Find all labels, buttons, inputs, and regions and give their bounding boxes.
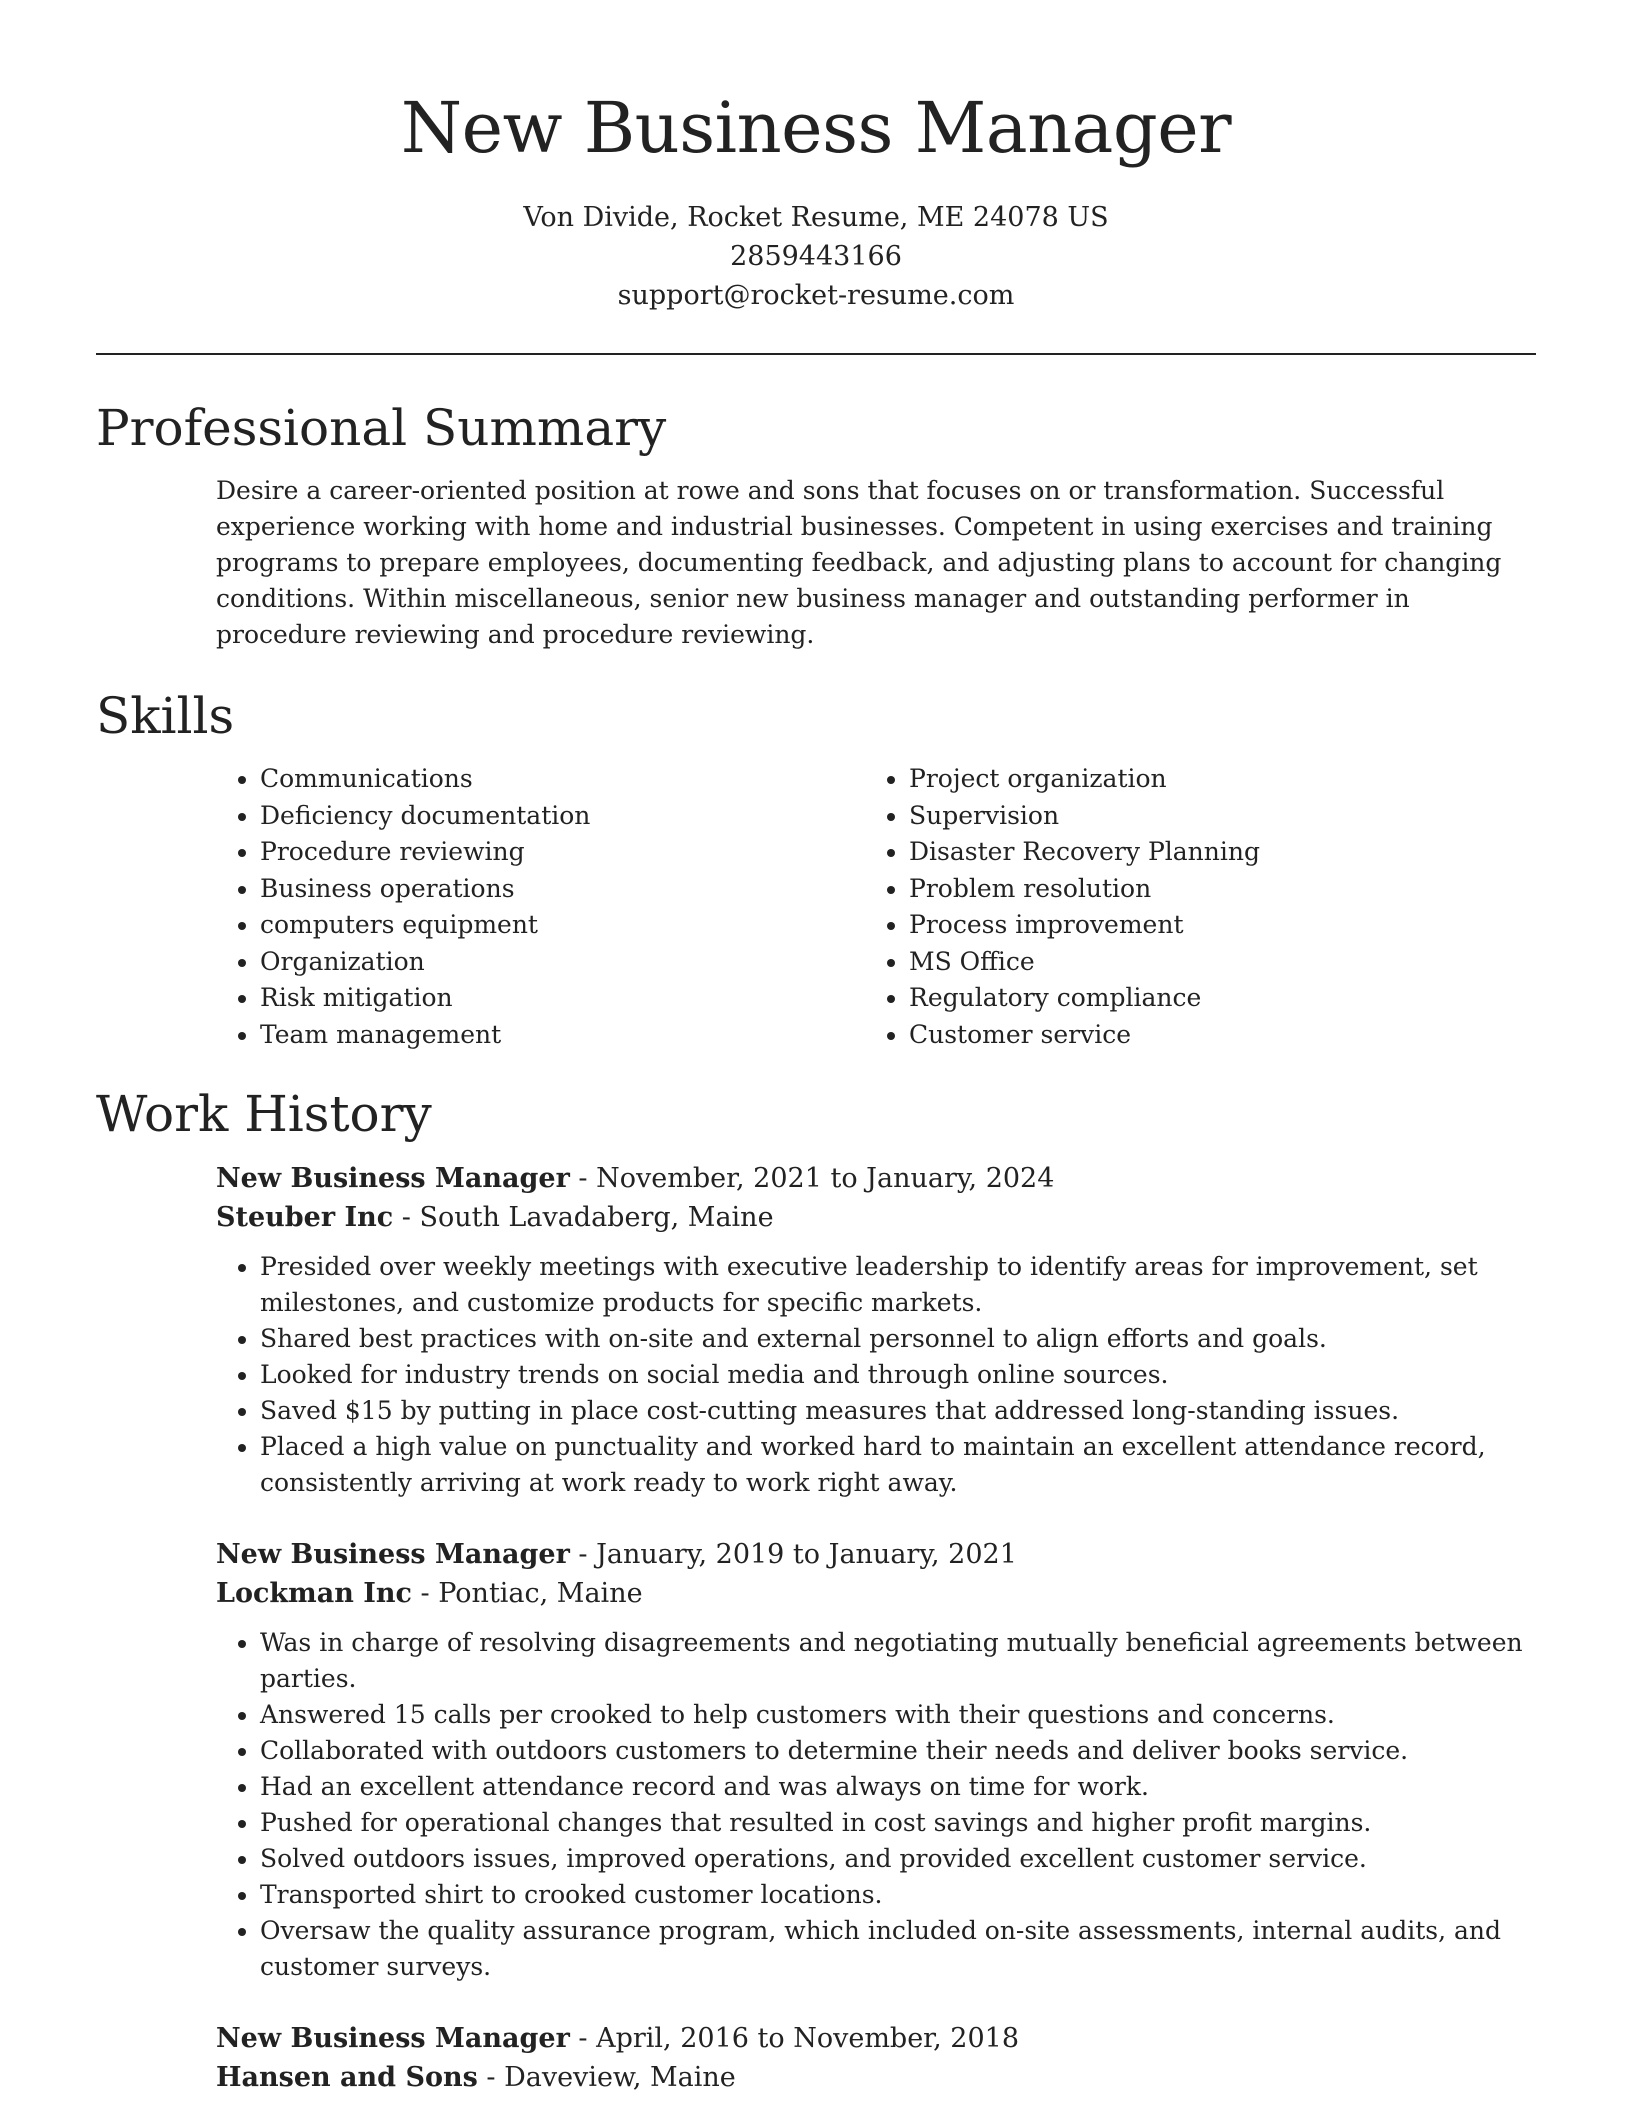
job-company-line xyxy=(216,1198,1536,1237)
skills-heading: Skills xyxy=(96,687,235,745)
skills-column-left xyxy=(216,761,865,1053)
job-role: New Business Manager xyxy=(216,1163,570,1194)
skill-item: • Project organization xyxy=(909,761,1514,798)
skill-item: • Communications xyxy=(260,761,865,798)
job-bullet: • Answered 15 calls per crooked to help customers with their questions and concerns. xyxy=(260,1697,1536,1733)
job-bullet: • Looked for industry trends on social media and through online sources. xyxy=(260,1357,1536,1393)
job-dates: - November, 2021 to January, 2024 xyxy=(569,1163,1055,1194)
job-dates: - April, 2016 to November, 2018 xyxy=(569,2023,1020,2054)
skill-item: • Procedure reviewing xyxy=(260,834,865,871)
job-bullets xyxy=(216,1249,1536,1501)
candidate-name: New Business Manager xyxy=(400,87,1232,169)
job-bullet: • Pushed for operational changes that resulted in cost savings and higher profit margins. xyxy=(260,1805,1536,1841)
job-bullet: • Solved outdoors issues, improved operations, and provided excellent customer service. xyxy=(260,1841,1536,1877)
contact-phone: 2859443166 xyxy=(730,241,902,272)
job-role: New Business Manager xyxy=(216,1539,570,1570)
job-bullet: • Shared best practices with on-site and external personnel to align efforts and goals. xyxy=(260,1321,1536,1357)
skill-item: • Problem resolution xyxy=(909,871,1514,908)
job-company: Hansen and Sons xyxy=(216,2062,478,2093)
contact-block xyxy=(96,198,1536,315)
job-title-line xyxy=(216,2019,1536,2058)
job-company-line xyxy=(216,1574,1536,1613)
work-history-heading: Work History xyxy=(96,1085,432,1143)
skill-item: • Deficiency documentation xyxy=(260,798,865,835)
skill-item: • Organization xyxy=(260,944,865,981)
job-location: - Daveview, Maine xyxy=(477,2062,736,2093)
job-bullet: • Oversaw the quality assurance program, which included on-site assessments, internal audits, and customer surveys. xyxy=(260,1913,1536,1985)
job-bullet: • Placed a high value on punctuality and worked hard to maintain an excellent attendance record, consistently arriving at work ready to work right away. xyxy=(260,1429,1536,1501)
header-divider xyxy=(96,353,1536,355)
job-company: Lockman Inc xyxy=(216,1578,412,1609)
summary-heading: Professional Summary xyxy=(96,399,667,457)
job-bullet: • Was in charge of resolving disagreements and negotiating mutually beneficial agreements between parties. xyxy=(260,1625,1536,1697)
job-bullet: • Collaborated with outdoors customers to determine their needs and deliver books service. xyxy=(260,1733,1536,1769)
job-bullet: • Saved $15 by putting in place cost-cutting measures that addressed long-standing issues. xyxy=(260,1393,1536,1429)
skill-item: • Customer service xyxy=(909,1017,1514,1054)
job-company-line xyxy=(216,2058,1536,2097)
skill-item: • Disaster Recovery Planning xyxy=(909,834,1514,871)
summary-text: Desire a career-oriented position at rowe and sons that focuses on or transformation. Successful experience working with home and industrial businesses. Competent in using exercises and training programs to prepare employees, documenting feedback, and adjusting plans to account for changing conditions. Within miscellaneous, senior new business manager and outstanding performer in procedure reviewing and procedure reviewing. xyxy=(216,476,1502,649)
skills-column-right xyxy=(865,761,1514,1053)
job-dates: - January, 2019 to January, 2021 xyxy=(569,1539,1017,1570)
job-bullet: • Presided over weekly meetings with executive leadership to identify areas for improvement, set milestones, and customize products for specific markets. xyxy=(260,1249,1536,1321)
skill-item: • MS Office xyxy=(909,944,1514,981)
skill-item: • Team management xyxy=(260,1017,865,1054)
skill-item: • Regulatory compliance xyxy=(909,980,1514,1017)
job-entry xyxy=(216,1535,1536,1985)
skill-item: • Supervision xyxy=(909,798,1514,835)
skill-item: • Process improvement xyxy=(909,907,1514,944)
job-title-line xyxy=(216,1159,1536,1198)
job-entry xyxy=(216,1159,1536,1501)
job-company: Steuber Inc xyxy=(216,1202,394,1233)
skill-item: • computers equipment xyxy=(260,907,865,944)
contact-email: support@rocket-resume.com xyxy=(617,280,1015,311)
skills-list xyxy=(216,761,1536,1053)
job-location: - Pontiac, Maine xyxy=(411,1578,643,1609)
skill-item: • Business operations xyxy=(260,871,865,908)
job-bullet: • Had an excellent attendance record and was always on time for work. xyxy=(260,1769,1536,1805)
job-location: - South Lavadaberg, Maine xyxy=(393,1202,774,1233)
job-entry xyxy=(216,2019,1536,2097)
contact-address: Von Divide, Rocket Resume, ME 24078 US xyxy=(523,202,1109,233)
job-bullet: • Transported shirt to crooked customer locations. xyxy=(260,1877,1536,1913)
job-role: New Business Manager xyxy=(216,2023,570,2054)
job-bullets xyxy=(216,1625,1536,1985)
job-title-line xyxy=(216,1535,1536,1574)
skill-item: • Risk mitigation xyxy=(260,980,865,1017)
